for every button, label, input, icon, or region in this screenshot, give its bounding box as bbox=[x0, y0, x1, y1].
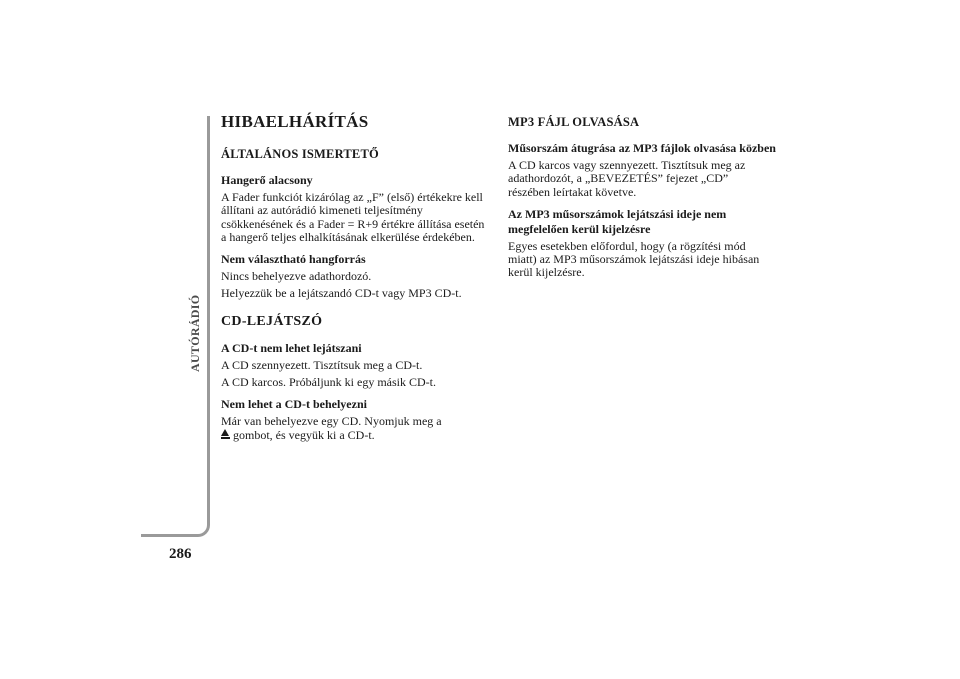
page-title: HIBAELHÁRÍTÁS bbox=[221, 112, 369, 131]
section-label: AUTÓRÁDIÓ bbox=[188, 294, 202, 372]
skip-heading: Műsorszám átugrása az MP3 fájlok olvasása közben bbox=[508, 141, 776, 155]
source-line: Nincs behelyezve adathordozó. bbox=[221, 269, 372, 284]
cd-play-line: A CD karcos. Próbáljunk ki egy másik CD-t. bbox=[221, 375, 436, 390]
time-line: kerül kijelzésre. bbox=[508, 265, 585, 280]
cd-play-heading: A CD-t nem lehet lejátszani bbox=[221, 340, 362, 355]
cd-insert-line-with-icon bbox=[221, 429, 493, 442]
source-line: Helyezzük be a lejátszandó CD-t vagy MP3 CD-t. bbox=[221, 286, 462, 301]
left-column bbox=[221, 112, 493, 442]
volume-line: állítani az autórádió kimeneti teljesítmény bbox=[221, 203, 423, 218]
time-line: Egyes esetekben előfordul, hogy (a rögzítési mód bbox=[508, 238, 746, 253]
right-column bbox=[508, 112, 788, 280]
volume-line: csökkenésének és a Fader = R+9 értékre állítása esetén bbox=[221, 216, 485, 231]
general-heading: ÁLTALÁNOS ISMERTETŐ bbox=[221, 147, 379, 161]
skip-line: A CD karcos vagy szennyezett. Tisztítsuk meg az bbox=[508, 158, 746, 172]
cd-heading: CD-LEJÁTSZÓ bbox=[221, 313, 323, 329]
page-number: 286 bbox=[169, 546, 192, 562]
time-heading: Az MP3 műsorszámok lejátszási ideje nem bbox=[508, 206, 727, 221]
source-heading: Nem választható hangforrás bbox=[221, 252, 366, 267]
volume-heading: Hangerő alacsony bbox=[221, 173, 313, 187]
cd-insert-heading: Nem lehet a CD-t behelyezni bbox=[221, 397, 367, 412]
cd-play-line: A CD szennyezett. Tisztítsuk meg a CD-t. bbox=[221, 357, 423, 372]
skip-line: adathordozót, a „BEVEZETÉS” fejezet „CD” bbox=[508, 171, 729, 186]
time-heading: megfelelően kerül kijelzésre bbox=[508, 221, 651, 236]
cd-insert-line: gombot, és vegyük ki a CD-t. bbox=[233, 427, 375, 442]
cd-insert-line: Már van behelyezve egy CD. Nyomjuk meg a bbox=[221, 414, 442, 429]
skip-line: részében leírtakat követve. bbox=[508, 184, 637, 199]
mp3-heading: MP3 FÁJL OLVASÁSA bbox=[508, 115, 640, 129]
time-line: miatt) az MP3 műsorszámok lejátszási ideje hibásan bbox=[508, 252, 760, 267]
eject-icon bbox=[221, 429, 230, 440]
volume-line: a hangerő teljes elhalkításának elkerülése érdekében. bbox=[221, 229, 475, 244]
volume-line: A Fader funkciót kizárólag az „F” (első) értékekre kell bbox=[221, 190, 483, 204]
